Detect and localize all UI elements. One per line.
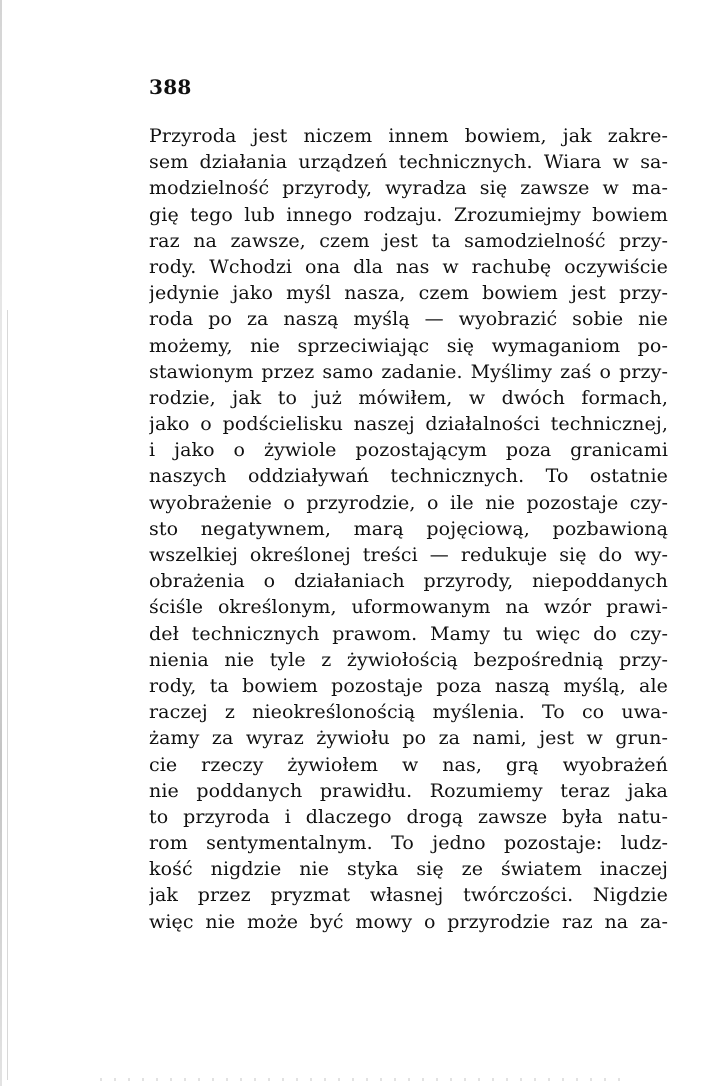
text-line: rom sentymentalnym. To jedno pozostaje: ludz- — [149, 832, 668, 855]
page-edge-line — [7, 310, 8, 1080]
text-line: stawionym przez samo zadanie. Myślimy zaś o przy- — [149, 360, 668, 383]
text-line: obrażenia o działaniach przyrody, niepoddanych — [149, 570, 668, 593]
text-line: cie rzeczy żywiołem w nas, grą wyobrażeń — [149, 753, 668, 776]
scan-noise — [100, 1078, 620, 1081]
text-line: gię tego lub innego rodzaju. Zrozumiejmy bowiem — [149, 203, 668, 226]
text-line: wszelkiej określonej treści — redukuje się do wy- — [149, 544, 668, 566]
text-line: jak przez pryzmat własnej twórczości. Nigdzie — [149, 884, 668, 907]
text-line: kość nigdzie nie styka się ze światem inaczej — [149, 858, 668, 881]
page-number: 388 — [149, 75, 192, 99]
text-line: żamy za wyraz żywiołu po za nami, jest w grun- — [149, 727, 668, 750]
text-line: naszych oddziaływań technicznych. To ostatnie — [149, 465, 668, 488]
text-line: modzielność przyrody, wyradza się zawsze w ma- — [149, 177, 668, 200]
text-line: to przyroda i dlaczego drogą zawsze była natu- — [149, 805, 668, 828]
text-line: rody, ta bowiem pozostaje poza naszą myślą, ale — [149, 674, 668, 697]
text-line: nie poddanych prawidłu. Rozumiemy teraz jaka — [149, 779, 668, 802]
text-line: Przyroda jest niczem innem bowiem, jak zakre- — [149, 125, 668, 147]
text-line: rodzie, jak to już mówiłem, w dwóch formach, — [149, 386, 668, 409]
text-line: nienia nie tyle z żywiołością bezpośrednią przy- — [149, 648, 668, 671]
text-line: jako o podścielisku naszej działalności technicznej, — [149, 413, 668, 436]
text-line: raz na zawsze, czem jest ta samodzielność przy- — [149, 229, 668, 252]
text-line: rody. Wchodzi ona dla nas w rachubę oczywiście — [149, 255, 668, 278]
text-line: wyobrażenie o przyrodzie, o ile nie pozostaje czy- — [149, 491, 668, 514]
text-line: jedynie jako myśl nasza, czem bowiem jest przy- — [149, 282, 668, 305]
text-line: raczej z nieokreślonością myślenia. To co uwa- — [149, 701, 668, 724]
page-edge — [0, 0, 2, 1086]
text-line: więc nie może być mowy o przyrodzie raz na za- — [149, 910, 668, 933]
text-line: i jako o żywiole pozostającym poza granicami — [149, 439, 668, 462]
text-line: roda po za naszą myślą — wyobrazić sobie nie — [149, 308, 668, 331]
text-line: deł technicznych prawom. Mamy tu więc do czy- — [149, 622, 668, 645]
text-line: sto negatywnem, marą pojęciową, pozbawioną — [149, 517, 668, 540]
text-line: ściśle określonym, uformowanym na wzór prawi- — [149, 596, 668, 619]
text-line: możemy, nie sprzeciwiając się wymaganiom po- — [149, 334, 668, 357]
body-text — [149, 123, 668, 935]
text-line: sem działania urządzeń technicznych. Wiara w sa- — [149, 151, 668, 174]
